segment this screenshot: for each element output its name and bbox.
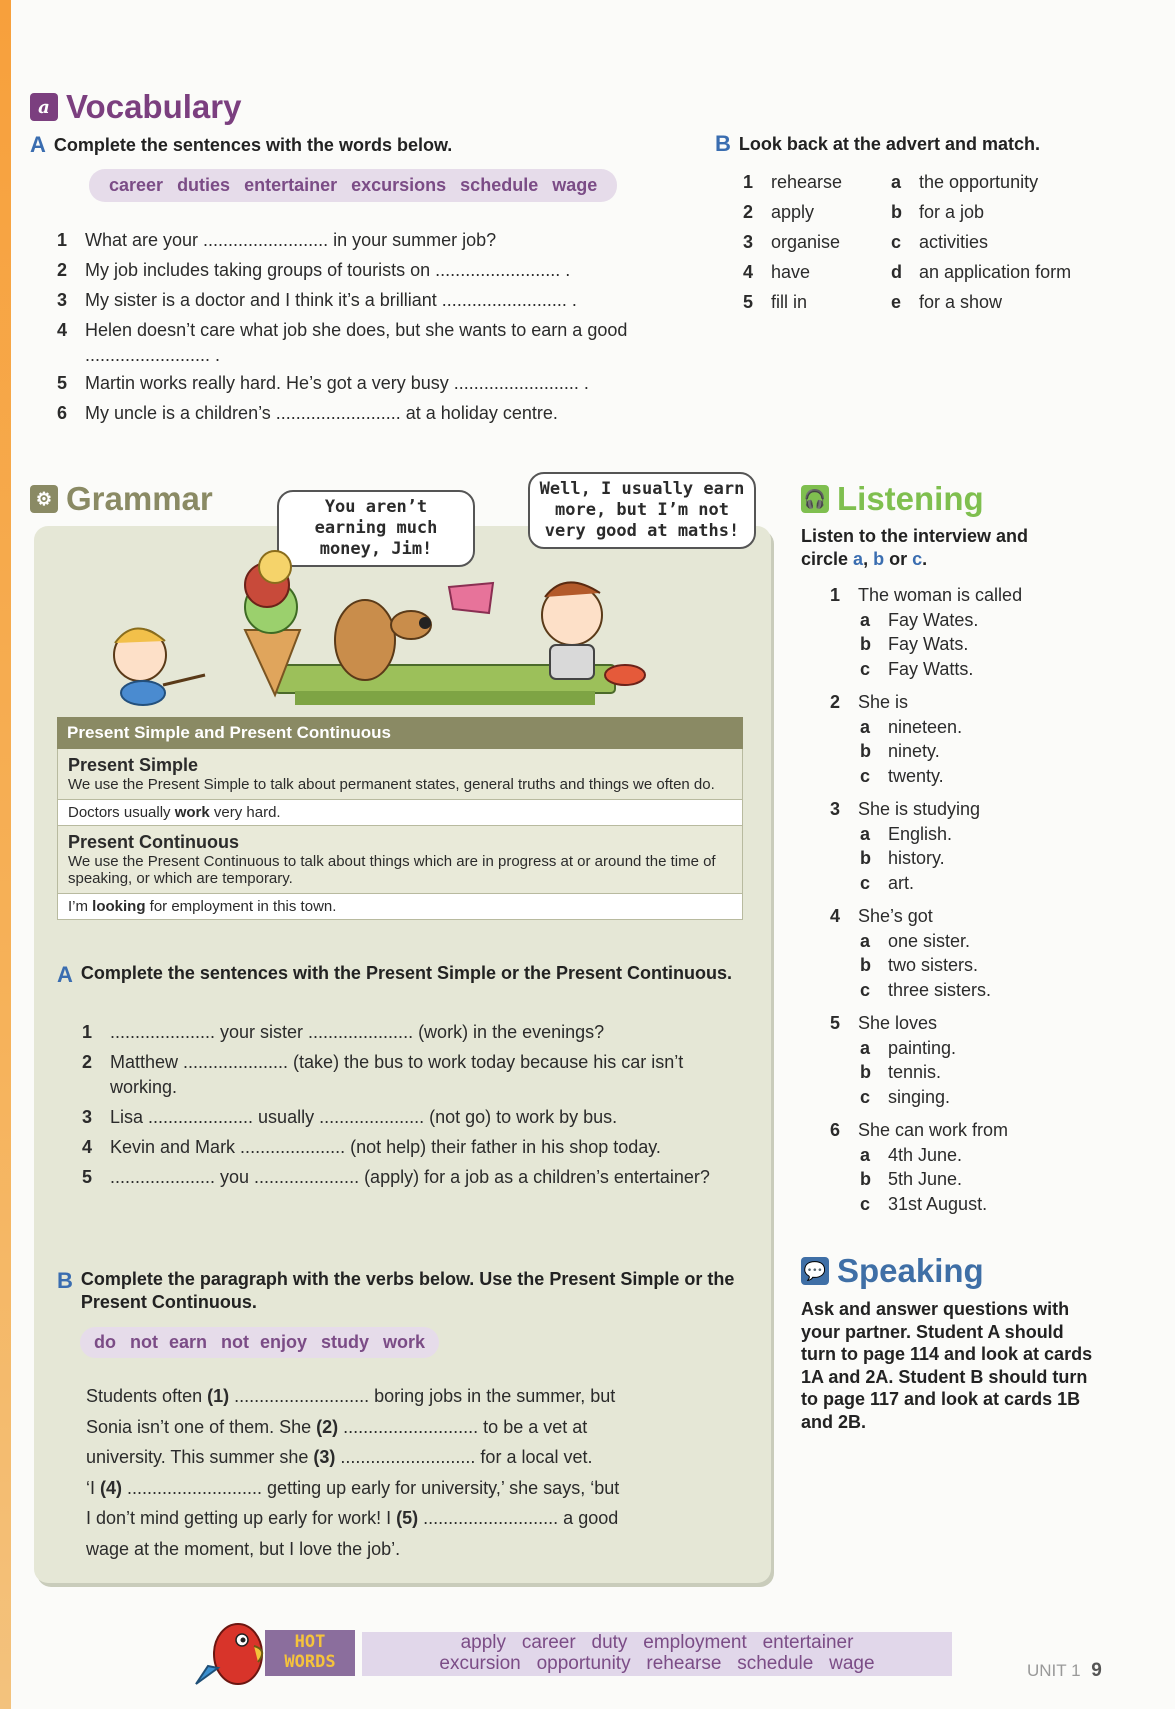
- match-right: activities: [919, 232, 989, 252]
- item-number: 2: [57, 260, 68, 280]
- match-row: [743, 167, 1143, 197]
- match-left: have: [771, 262, 811, 282]
- item-number: 5: [57, 373, 68, 393]
- match-left: fill in: [771, 292, 808, 312]
- listening-question: [830, 1118, 1150, 1216]
- list-item: [57, 255, 697, 285]
- speaking-title: Speaking: [837, 1252, 984, 1289]
- paragraph-text: Sonia isn’t one of them. She: [86, 1416, 317, 1437]
- option-text: Fay Wates.: [888, 609, 979, 630]
- item-text: My job includes taking groups of tourists on ......................... .: [85, 260, 571, 280]
- match-row: [743, 197, 1143, 227]
- option-letter: b: [860, 634, 871, 654]
- item-number: 5: [830, 1013, 841, 1033]
- list-item: [57, 368, 697, 398]
- word-box-item: career: [109, 175, 164, 195]
- word-box-item: excursions: [351, 175, 447, 195]
- example-verb: looking: [92, 898, 146, 915]
- item-number: 4: [82, 1137, 93, 1157]
- speaking-heading: [801, 1252, 984, 1290]
- listening-title: Listening: [837, 480, 984, 517]
- option-text: 5th June.: [888, 1169, 963, 1189]
- option-letter: a: [860, 823, 871, 844]
- listening-heading: [801, 480, 984, 518]
- option-text: twenty.: [888, 765, 944, 786]
- hot-words-label: [265, 1630, 355, 1676]
- option-letter: b: [860, 848, 871, 868]
- word-box-item: entertainer: [244, 175, 338, 195]
- boy-shirt: [121, 681, 165, 705]
- match-row: [743, 257, 1143, 287]
- question-text: The woman is called: [858, 585, 1023, 605]
- page-footer: [1027, 1660, 1102, 1682]
- option-letter: c: [860, 658, 871, 679]
- option-letter: a: [860, 716, 871, 737]
- present-simple-text: We use the Present Simple to talk about permanent states, general truths and things we often do.: [68, 776, 715, 793]
- option-letter: c: [860, 765, 871, 786]
- paragraph-line: [86, 1442, 746, 1473]
- cartoon-illustration: [95, 545, 675, 715]
- option-text: Fay Watts.: [888, 658, 974, 679]
- item-number: 3: [743, 232, 754, 252]
- vocab-b-instruction-row: [715, 131, 1040, 157]
- grammar-a-list: [82, 1020, 742, 1190]
- paragraph-text: ........................... boring jobs in the summer, but: [229, 1386, 616, 1406]
- paragraph-text: wage at the moment, but I love the job’.: [86, 1538, 401, 1559]
- listening-questions: [830, 583, 1150, 1225]
- option-text: three sisters.: [888, 979, 992, 1000]
- item-text: Matthew ..................... (take) the bus to work today because his car isn’t working.: [110, 1052, 684, 1097]
- paragraph-line: [86, 1503, 746, 1534]
- vocab-b-instruction: Look back at the advert and match.: [738, 133, 1040, 154]
- match-left: apply: [771, 202, 815, 222]
- parrot-icon: [190, 1618, 270, 1690]
- option-text: art.: [888, 872, 915, 893]
- calculator: [550, 645, 594, 679]
- item-text: Martin works really hard. He’s got a very busy ......................... .: [85, 373, 589, 393]
- option-letter: a: [853, 549, 864, 569]
- vocab-a-label: A: [30, 132, 46, 157]
- item-number: 5: [82, 1167, 93, 1187]
- question-text: She is studying: [858, 799, 981, 819]
- example-text: for employment in this town.: [145, 898, 337, 915]
- example-text: I’m: [68, 898, 93, 915]
- grammar-a-instruction: Complete the sentences with the Present Simple or the Present Continuous.: [80, 963, 733, 983]
- dog-nose: [419, 617, 431, 629]
- item-number: 2: [82, 1052, 93, 1072]
- grammar-b-word-box: [80, 1327, 439, 1358]
- present-simple-example: [57, 800, 743, 826]
- option-text: 31st August.: [888, 1193, 988, 1214]
- speech-bubble-left: You aren’t earning much money, Jim!: [277, 490, 475, 567]
- option-text: English.: [888, 823, 953, 844]
- item-number: 4: [57, 320, 68, 340]
- gap-number: (5): [396, 1508, 419, 1528]
- present-continuous-text: We use the Present Continuous to talk about things which are in progress at or around the time of speaking, or which are temporary.: [68, 853, 716, 887]
- grammar-table-header: Present Simple and Present Continuous: [57, 717, 743, 749]
- vocab-a-instruction: Complete the sentences with the words below.: [53, 134, 453, 155]
- option-letter: a: [860, 1144, 871, 1165]
- match-left: rehearse: [771, 172, 843, 192]
- match-left: organise: [771, 232, 841, 252]
- gap-number: (3): [313, 1447, 336, 1467]
- vocabulary-icon: a: [30, 93, 58, 121]
- option-text: painting.: [888, 1037, 957, 1058]
- instruction-text: ,: [863, 549, 874, 569]
- item-text: My sister is a doctor and I think it’s a brilliant ......................... .: [85, 290, 577, 310]
- item-text: Kevin and Mark ..................... (not help) their father in his shop today.: [110, 1137, 661, 1157]
- present-continuous-cell: [57, 826, 743, 894]
- paragraph-text: ........................... a good: [418, 1508, 619, 1528]
- paragraph-line: [86, 1534, 746, 1565]
- option-letter: a: [860, 930, 871, 951]
- grammar-a-instruction-row: [57, 962, 737, 988]
- item-number: 4: [830, 906, 841, 926]
- word-box-item: not earn: [130, 1332, 208, 1352]
- list-item: [82, 1135, 742, 1160]
- item-letter: e: [891, 292, 902, 312]
- paragraph-line: [86, 1381, 746, 1412]
- paragraph-text: ........................... getting up early for university,’ she says, ‘but: [122, 1477, 620, 1498]
- item-number: 1: [57, 230, 68, 250]
- example-text: Doctors usually: [68, 804, 175, 821]
- list-item: [82, 1165, 742, 1190]
- vocabulary-heading: [30, 88, 241, 126]
- grammar-b-instruction-row: [57, 1268, 737, 1314]
- word-box-item: work: [383, 1332, 426, 1352]
- instruction-text: Listen to the interview and circle: [801, 526, 1029, 569]
- vocab-word-box: [89, 169, 617, 202]
- item-letter: b: [891, 202, 902, 222]
- item-text: Helen doesn’t care what job she does, but she wants to earn a good ......................... .: [85, 320, 628, 365]
- list-item: [57, 315, 697, 368]
- option-letter: b: [873, 549, 885, 569]
- item-number: 1: [82, 1022, 93, 1042]
- item-text: ..................... your sister ..................... (work) in the evenings?: [110, 1022, 605, 1042]
- option-letter: a: [860, 1037, 871, 1058]
- listening-question: [830, 904, 1150, 1002]
- option-letter: a: [860, 609, 871, 630]
- man-arm: [605, 665, 645, 685]
- ice-cream-scoop-yellow: [259, 551, 291, 583]
- item-number: 6: [57, 403, 68, 423]
- vocab-sentence-list: [57, 225, 697, 428]
- hot-words-label-line: HOT: [294, 1632, 326, 1652]
- option-text: tennis.: [888, 1062, 942, 1082]
- item-number: 3: [57, 290, 68, 310]
- hot-words-box: [362, 1632, 952, 1676]
- hot-words-line: apply career duty employment entertainer: [460, 1632, 854, 1653]
- vocab-match-list: [743, 167, 1143, 317]
- item-letter: c: [891, 232, 902, 252]
- paragraph-line: [86, 1412, 746, 1443]
- list-item: [82, 1105, 742, 1130]
- word-box-item: schedule: [460, 175, 539, 195]
- list-item: [82, 1050, 742, 1100]
- item-text: What are your ......................... in your summer job?: [85, 230, 497, 250]
- item-number: 2: [743, 202, 754, 222]
- grammar-b-paragraph: [86, 1381, 746, 1564]
- unit-label: UNIT 1: [1027, 1661, 1081, 1680]
- list-item: [57, 398, 697, 428]
- speech-bubble-right: Well, I usually earn more, but I’m not very good at maths!: [528, 472, 756, 549]
- question-text: She’s got: [858, 906, 933, 926]
- instruction-text: or: [884, 549, 913, 569]
- vocab-b-label: B: [715, 131, 731, 156]
- match-right: an application form: [919, 262, 1072, 282]
- option-text: nineteen.: [888, 716, 963, 737]
- question-text: She can work from: [858, 1120, 1009, 1140]
- page-edge-strip: [0, 0, 11, 1709]
- match-right: for a show: [919, 292, 1003, 312]
- speech-icon: 💬: [801, 1257, 829, 1285]
- paragraph-text: ‘I: [86, 1477, 101, 1498]
- item-number: 1: [743, 172, 754, 192]
- item-text: ..................... you ..................... (apply) for a job as a children’s entertainer?: [110, 1167, 710, 1187]
- paragraph-text: ........................... for a local vet.: [335, 1447, 593, 1467]
- hot-words-line: excursion opportunity rehearse schedule wage: [439, 1653, 875, 1674]
- match-right: the opportunity: [919, 172, 1039, 192]
- grammar-b-label: B: [57, 1268, 73, 1293]
- listening-question: [830, 690, 1150, 788]
- item-number: 1: [830, 585, 841, 605]
- present-simple-heading: Present Simple: [68, 755, 199, 775]
- word-box-item: not enjoy: [221, 1332, 308, 1352]
- option-letter: c: [860, 1193, 871, 1214]
- dog-head: [335, 600, 395, 680]
- example-text: very hard.: [209, 804, 281, 821]
- match-row: [743, 287, 1143, 317]
- option-letter: c: [912, 549, 923, 569]
- question-text: She is: [858, 692, 909, 712]
- vocabulary-title: Vocabulary: [66, 88, 242, 125]
- vocab-a-instruction-row: [30, 132, 452, 158]
- word-box-item: do: [94, 1332, 116, 1352]
- headphones-icon: 🎧: [801, 485, 829, 513]
- grammar-a-label: A: [57, 962, 73, 987]
- option-text: ninety.: [888, 741, 940, 761]
- paragraph-text: university. This summer she: [86, 1447, 314, 1467]
- instruction-text: .: [922, 549, 928, 569]
- item-letter: d: [891, 262, 902, 282]
- option-text: 4th June.: [888, 1144, 963, 1165]
- present-continuous-heading: Present Continuous: [68, 832, 240, 852]
- gap-number: (2): [316, 1416, 339, 1437]
- item-text: Lisa ..................... usually ..................... (not go) to work by bus.: [110, 1107, 618, 1127]
- paragraph-line: [86, 1473, 746, 1504]
- word-box-item: duties: [177, 175, 231, 195]
- list-item: [82, 1020, 742, 1045]
- item-number: 3: [830, 799, 841, 819]
- item-number: 6: [830, 1120, 841, 1140]
- option-text: one sister.: [888, 930, 971, 951]
- grammar-b-instruction: Complete the paragraph with the verbs below. Use the Present Simple or the Present Continuous.: [80, 1269, 735, 1312]
- match-right: for a job: [919, 202, 985, 222]
- option-letter: c: [860, 872, 871, 893]
- hot-words-label-line: WORDS: [284, 1652, 336, 1672]
- list-item: [57, 225, 697, 255]
- speaking-instruction: Ask and answer questions with your partner. Student A should turn to page 114 and look at cards 1A and 2A. Student B should turn to page 117 and look at cards 1B and 2B.: [801, 1299, 1093, 1432]
- gear-icon: ⚙: [30, 485, 58, 513]
- option-text: history.: [888, 848, 945, 868]
- list-item: [57, 285, 697, 315]
- example-verb: work: [174, 804, 210, 821]
- gap-number: (1): [207, 1386, 230, 1406]
- counter-front: [295, 691, 595, 705]
- option-letter: b: [860, 955, 871, 975]
- option-letter: c: [860, 1086, 871, 1107]
- grammar-heading: [30, 480, 213, 518]
- option-text: Fay Wats.: [888, 634, 969, 654]
- item-number: 3: [82, 1107, 93, 1127]
- paragraph-text: Students often: [86, 1386, 208, 1406]
- question-text: She loves: [858, 1013, 938, 1033]
- listening-question: [830, 1011, 1150, 1109]
- listening-question: [830, 797, 1150, 895]
- item-letter: a: [891, 172, 902, 192]
- grammar-title: Grammar: [66, 480, 213, 517]
- cash-register: [449, 583, 493, 613]
- grammar-table: [57, 717, 743, 920]
- page-number: 9: [1091, 1660, 1102, 1681]
- boy-arm: [163, 675, 205, 685]
- boy-hair: [115, 628, 165, 643]
- paragraph-text: I don’t mind getting up early for work! I: [86, 1508, 397, 1528]
- item-number: 2: [830, 692, 841, 712]
- present-continuous-example: [57, 894, 743, 920]
- word-box-item: study: [321, 1332, 370, 1352]
- gap-number: (4): [100, 1477, 123, 1498]
- item-number: 4: [743, 262, 754, 282]
- item-text: My uncle is a children’s ......................... at a holiday centre.: [85, 403, 558, 423]
- listening-instruction: [801, 525, 1071, 571]
- match-row: [743, 227, 1143, 257]
- option-text: two sisters.: [888, 955, 979, 975]
- listening-question: [830, 583, 1150, 681]
- option-letter: b: [860, 1062, 871, 1082]
- option-letter: b: [860, 1169, 871, 1189]
- word-box-item: wage: [552, 175, 598, 195]
- item-number: 5: [743, 292, 754, 312]
- option-text: singing.: [888, 1086, 951, 1107]
- option-letter: c: [860, 979, 871, 1000]
- option-letter: b: [860, 741, 871, 761]
- present-simple-cell: [57, 749, 743, 800]
- paragraph-text: ........................... to be a vet at: [338, 1416, 588, 1437]
